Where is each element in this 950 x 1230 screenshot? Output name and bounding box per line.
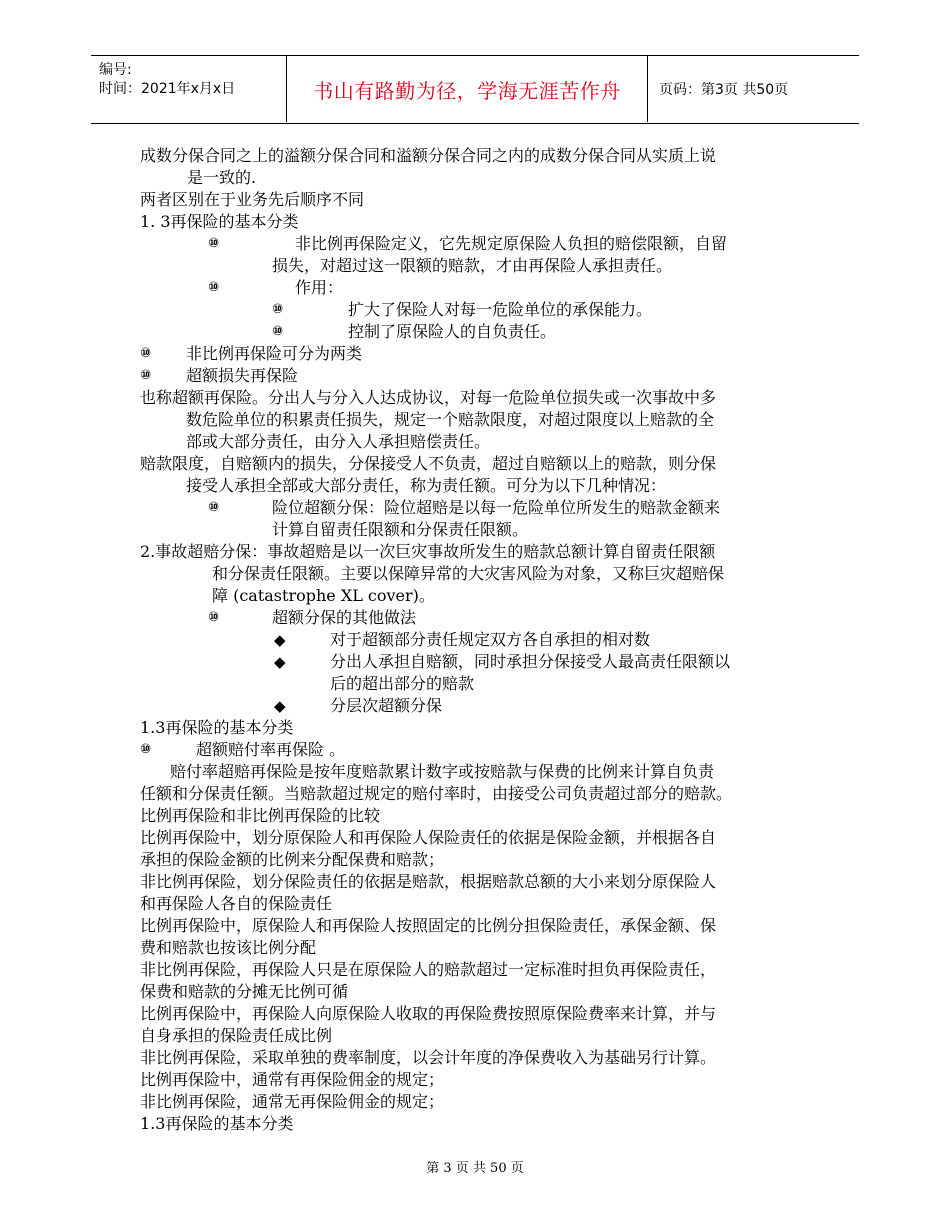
body-line: 和再保险人各自的保险责任: [140, 894, 333, 913]
body-line: 部或大部分责任，由分入人承担赔偿责任。: [186, 432, 491, 451]
body-line: 非比例再保险，划分保险责任的依据是赔款，根据赔款总额的大小来划分原保险人: [140, 872, 717, 891]
body-line: 分出人承担自赔额，同时承担分保接受人最高责任限额以: [330, 652, 731, 671]
body-line: 是一致的.: [187, 168, 257, 187]
body-line: 超额分保的其他做法: [272, 608, 417, 627]
section-heading: 1. 3再保险的基本分类: [140, 212, 299, 231]
body-line: 对于超额部分责任规定双方各自承担的相对数: [330, 630, 651, 649]
body-line: 非比例再保险，再保险人只是在原保险人的赔款超过一定标准时担负再保险责任，: [140, 960, 717, 979]
bullet-icon: ⑩: [140, 742, 152, 757]
body-line: 承担的保险金额的比例来分配保费和赔款；: [140, 850, 445, 869]
body-line: 和分保责任限额。主要以保障异常的大灾害风险为对象，又称巨灾超赔保: [212, 564, 725, 583]
diamond-bullet-icon: ◆: [274, 631, 286, 649]
header-motto: 书山有路勤为径，学海无涯苦作舟: [313, 78, 621, 103]
page-header: [91, 55, 859, 124]
body-line: 非比例再保险，通常无再保险佣金的规定；: [140, 1092, 445, 1111]
body-line: 分层次超额分保: [330, 696, 443, 715]
body-line: 任额和分保责任额。当赔款超过规定的赔付率时，由接受公司负责超过部分的赔款。: [140, 784, 733, 803]
body-line: 超额赔付率再保险 。: [196, 740, 346, 759]
body-line: 赔付率超赔再保险是按年度赔款累计数字或按赔款与保费的比例来计算自负责: [170, 762, 715, 781]
document-number-label: 编号:: [99, 62, 132, 78]
body-line: 非比例再保险，采取单独的费率制度，以会计年度的净保费收入为基础另行计算。: [140, 1048, 717, 1067]
bullet-icon: ⑩: [208, 500, 220, 515]
body-line: 超额损失再保险: [186, 366, 299, 385]
body-line: 扩大了保险人对每一危险单位的承保能力。: [348, 300, 653, 319]
diamond-bullet-icon: ◆: [274, 697, 286, 715]
body-line: 后的超出部分的赔款: [330, 674, 475, 693]
header-divider: [647, 56, 648, 122]
body-line: 比例再保险中，划分原保险人和再保险人保险责任的依据是保险金额，并根据各自: [140, 828, 717, 847]
body-line: 险位超额分保：险位超赔是以每一危险单位所发生的赔款金额来: [272, 498, 721, 517]
document-time-label: 时间：2021年x月x日: [99, 81, 236, 97]
body-line: 比例再保险中，原保险人和再保险人按照固定的比例分担保险责任，承保金额、保: [140, 916, 717, 935]
body-line: 计算自留责任限额和分保责任限额。: [272, 520, 529, 539]
bullet-icon: ⑩: [208, 236, 220, 251]
body-line: 非比例再保险定义，它先规定原保险人负担的赔偿限额，自留: [295, 234, 728, 253]
page-footer: 第 3 页 共 50 页: [426, 1161, 524, 1176]
body-line: 也称超额再保险。分出人与分入人达成协议，对每一危险单位损失或一次事故中多: [140, 388, 717, 407]
body-line: 数危险单位的积累责任损失，规定一个赔款限度，对超过限度以上赔款的全: [186, 410, 715, 429]
header-page-info: 页码：第3页 共50页: [659, 82, 789, 98]
bullet-icon: ⑩: [140, 346, 152, 361]
body-line: 控制了原保险人的自负责任。: [348, 322, 557, 341]
body-line: 赔款限度，自赔额内的损失，分保接受人不负责，超过自赔额以上的赔款，则分保: [140, 454, 717, 473]
bullet-icon: ⑩: [272, 324, 284, 339]
section-heading: 1.3再保险的基本分类: [140, 1114, 294, 1133]
body-line: 障 (catastrophe XL cover)。: [212, 586, 435, 605]
body-line: 成数分保合同之上的溢额分保合同和溢额分保合同之内的成数分保合同从实质上说: [140, 146, 717, 165]
body-line: 两者区别在于业务先后顺序不同: [140, 190, 365, 209]
body-line: 2.事故超赔分保：事故超赔是以一次巨灾事故所发生的赔款总额计算自留责任限额: [140, 542, 716, 561]
body-line: 费和赔款也按该比例分配: [140, 938, 317, 957]
body-line: 比例再保险中，通常有再保险佣金的规定；: [140, 1070, 445, 1089]
diamond-bullet-icon: ◆: [274, 653, 286, 671]
body-line: 自身承担的保险责任成比例: [140, 1026, 333, 1045]
section-heading: 1.3再保险的基本分类: [140, 718, 294, 737]
body-line: 接受人承担全部或大部分责任，称为责任额。可分为以下几种情况：: [186, 476, 667, 495]
body-line: 作用：: [295, 278, 344, 297]
body-line: 损失，对超过这一限额的赔款，才由再保险人承担责任。: [272, 256, 673, 275]
bullet-icon: ⑩: [272, 302, 284, 317]
header-meta: [99, 61, 284, 99]
body-line: 非比例再保险可分为两类: [186, 344, 363, 363]
body-line: 比例再保险中，再保险人向原保险人收取的再保险费按照原保险费率来计算，并与: [140, 1004, 717, 1023]
bullet-icon: ⑩: [208, 280, 220, 295]
bullet-icon: ⑩: [140, 368, 152, 383]
body-line: 保费和赔款的分摊无比例可循: [140, 982, 349, 1001]
bullet-icon: ⑩: [208, 610, 220, 625]
body-line: 比例再保险和非比例再保险的比较: [140, 806, 381, 825]
